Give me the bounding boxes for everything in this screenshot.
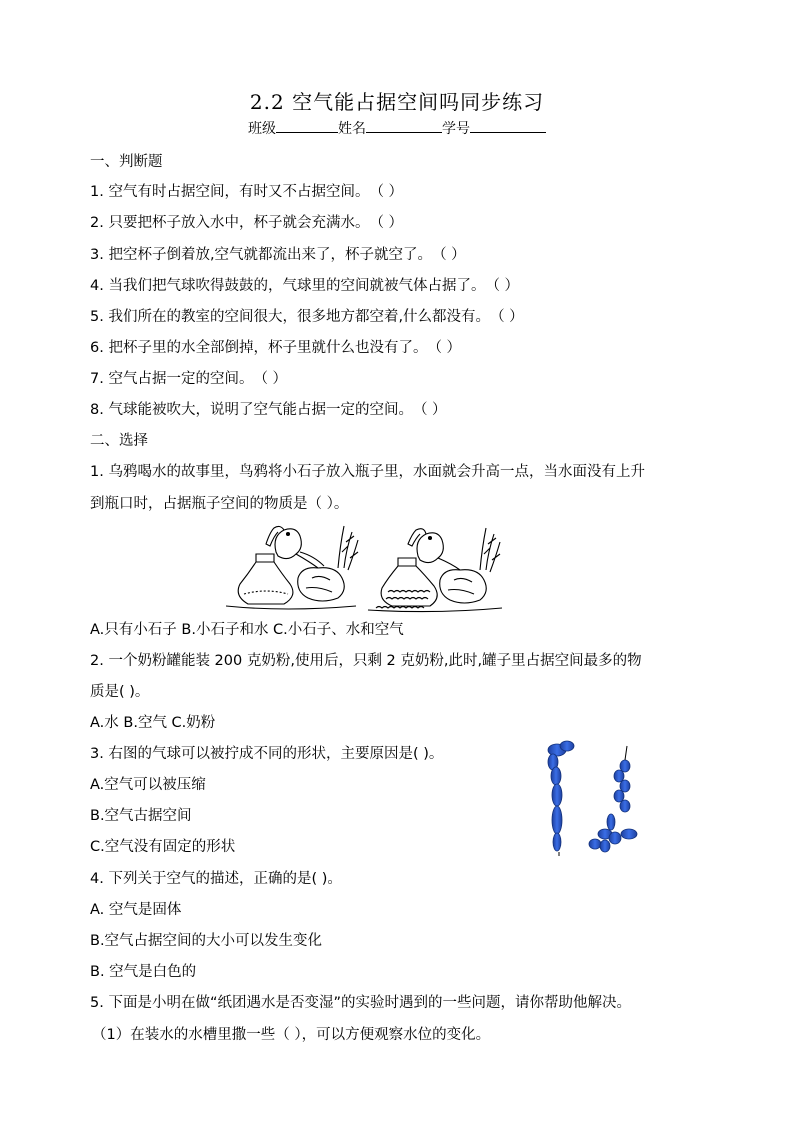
student-info-line — [0, 118, 794, 138]
question-4-option-c: B. 空气是白色的 — [90, 964, 197, 980]
question-4-line-1: 4. 下列关于空气的描述，正确的是( )。 — [90, 871, 342, 887]
answer-paren[interactable]: （ ） — [490, 309, 524, 325]
question-3-line-1: 3. 右图的气球可以被拧成不同的形状，主要原因是( )。 — [90, 746, 444, 762]
judgement-item: 7. 空气占据一定的空间。（ ） — [90, 371, 288, 387]
judgement-item: 6. 把杯子里的水全部倒掉，杯子里就什么也没有了。（ ） — [90, 340, 462, 356]
question-3-option-a: A.空气可以被压缩 — [90, 777, 206, 793]
class-blank[interactable] — [276, 118, 338, 133]
page-title: 2.2 空气能占据空间吗同步练习 — [249, 90, 545, 114]
id-blank[interactable] — [470, 118, 546, 133]
answer-paren[interactable]: （ ） — [427, 340, 462, 356]
name-blank[interactable] — [366, 118, 442, 133]
answer-paren[interactable]: （ ） — [432, 247, 466, 263]
section-heading-judgement: 一、判断题 — [90, 154, 163, 170]
question-4-option-b: B.空气占据空间的大小可以发生变化 — [90, 933, 323, 949]
question-2-line-2: 质是( )。 — [90, 684, 150, 700]
balloon-animal-illustration — [545, 740, 645, 858]
question-2-line-1: 2. 一个奶粉罐能装 200 克奶粉,使用后，只剩 2 克奶粉,此时,罐子里占据空间最多的物 — [90, 653, 642, 669]
id-label: 学号 — [442, 121, 470, 137]
question-3-option-b: B.空气古据空间 — [90, 808, 192, 824]
answer-paren[interactable]: （ ） — [369, 215, 404, 231]
judgement-item: 3. 把空杯子倒着放,空气就都流出来了，杯子就空了。（ ） — [90, 247, 466, 263]
class-label: 班级 — [248, 121, 276, 137]
question-3-option-c: C.空气没有固定的形状 — [90, 839, 236, 855]
question-1-line-2: 到瓶口时，占据瓶子空间的物质是（ ）。 — [90, 496, 349, 512]
crow-drinking-illustration — [226, 522, 516, 614]
judgement-item: 2. 只要把杯子放入水中，杯子就会充满水。（ ） — [90, 215, 404, 231]
answer-paren[interactable]: （ ） — [369, 184, 404, 200]
question-1-line-1: 1. 乌鸦喝水的故事里，鸟鸦将小石子放入瓶子里，水面就会升高一点，当水面没有上升 — [90, 464, 645, 480]
answer-paren[interactable]: （ ） — [485, 278, 520, 294]
question-5-sub-1: （1）在装水的水槽里撒一些（ ），可以方便观察水位的变化。 — [92, 1027, 491, 1043]
section-heading-choice: 二、选择 — [90, 433, 148, 449]
judgement-item: 8. 气球能被吹大，说明了空气能占据一定的空间。（ ） — [90, 402, 447, 418]
question-2-options: A.水 B.空气 C.奶粉 — [90, 715, 216, 731]
question-5-line-1: 5. 下面是小明在做“纸团遇水是否变湿”的实验时遇到的一些问题，请你帮助他解决。 — [90, 995, 631, 1011]
question-1-options: A.只有小石子 B.小石子和水 C.小石子、水和空气 — [90, 622, 404, 638]
answer-paren[interactable]: （ ） — [412, 402, 447, 418]
name-label: 姓名 — [338, 121, 366, 137]
question-4-option-a: A. 空气是固体 — [90, 902, 182, 918]
judgement-item: 1. 空气有时占据空间，有时又不占据空间。（ ） — [90, 184, 404, 200]
answer-paren[interactable]: （ ） — [253, 371, 288, 387]
judgement-item: 4. 当我们把气球吹得鼓鼓的，气球里的空间就被气体占据了。（ ） — [90, 278, 520, 294]
judgement-item: 5. 我们所在的教室的空间很大，很多地方都空着,什么都没有。（ ） — [90, 309, 524, 325]
